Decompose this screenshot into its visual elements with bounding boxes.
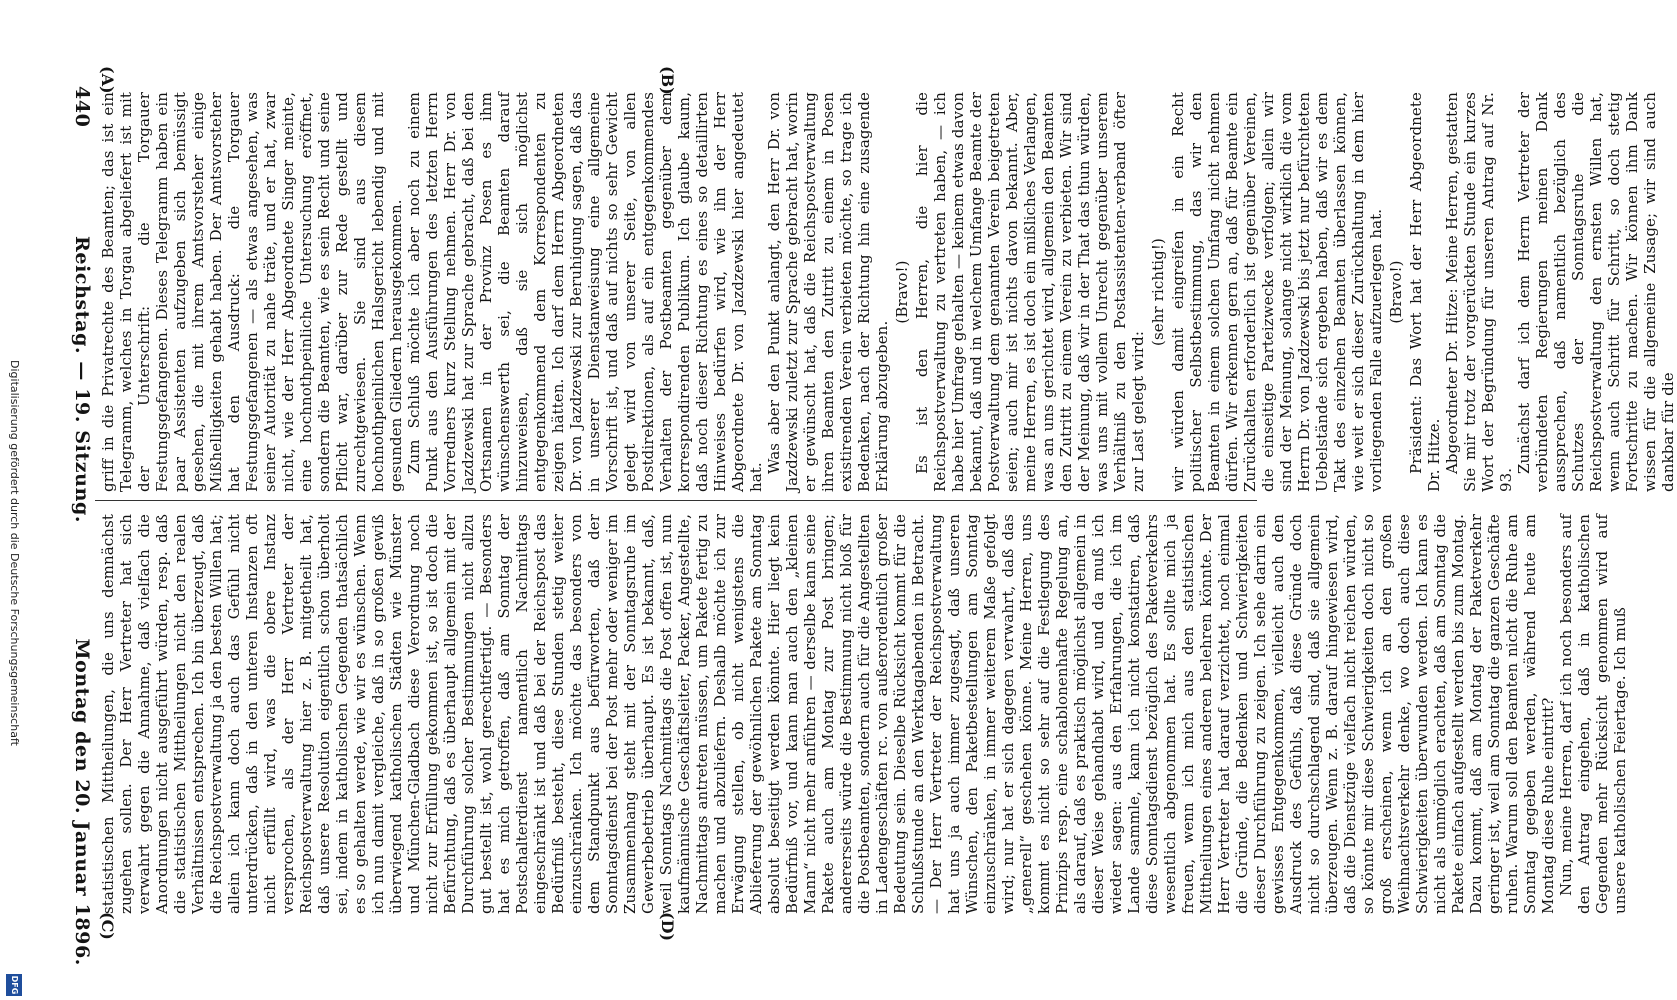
left-text-column [99, 92, 1677, 492]
paragraph: Was aber den Punkt anlangt, den Herr Dr. von Jazdzewski zuletzt zur Sprache gebracht hat, worin er gewünscht hat, daß die Reichspostverwaltung ihren Beamten den Zutritt zu einem in Posen existirenden Verein verbieten möchte, so trage ich Bedenken, nach der Richtung hin eine zusagende Erklärung abzugeben. [765, 92, 891, 492]
page-header [59, 86, 93, 966]
paragraph: Zunächst darf ich dem Herrn Vertreter der verbündeten Regierungen meinen Dank aussprechen, daß namentlich bezüglich des Schutzes der Sonntagsruhe die Reichspostverwaltung den ernsten Willen hat, wenn auch Schritt für Schritt, so doch stetig Fortschritte zu machen. Wir können ihm Dank wissen für die allgemeine Zusage; wir sind auch dankbar für die [1515, 92, 1677, 492]
paragraph: griff in die Privatrechte des Beamten; das ist ein Telegramm, welches in Torgau abgeliefert ist mit der Unterschrift: die Torgauer Festungsgefangenen. Dieses Telegramm haben ein paar Assistenten aufzugeben sich bemüssigt gesehen, die mit ihrem Amtsvorsteher einige Mißhelligkeiten gehabt haben. Der Amtsvorsteher hat den Ausdruck: die Torgauer Festungsgefangenen — als etwas angesehen, was seiner Autorität zu nahe träte, und er hat, zwar nicht, wie der Herr Abgeordnete Singer meinte, eine hochnothpeinliche Untersuchung eröffnet, sondern die Beamten, wie es sein Recht und seine Pflicht war, darüber zur Rede gestellt und zurechtgewiesen. Sie sind aus diesem hochnothpeinlichen Halsgericht lebendig und mit gesunden Gliedern herausgekommen. [99, 92, 405, 492]
session-date: Montag den 20. Januar 1896. [71, 638, 93, 966]
margin-mark-d: (D) [658, 912, 677, 942]
paragraph: wir würden damit eingreifen in ein Recht politischer Selbstbestimmung, das wir den Beamten in einem solchen Umfang nicht nehmen dürfen. Wir erkennen gern an, daß für Beamte ein Zurückhalten erforderlich ist gegenüber Vereinen, die einseitige Parteizwecke verfolgen; allein wir sind der Meinung, solange nicht wirklich die vom Herrn Dr. von Jazdzewski bis jetzt nur befürchteten Uebelstände sich ergeben haben, daß wir es dem Takt des einzelnen Beamten überlassen können, wie weit er sich dieser Zurückhaltung in dem hier vorliegenden Falle aufzuerlegen hat. [1169, 92, 1385, 492]
session-title: Reichstag. — 19. Sitzung. [71, 236, 93, 524]
paragraph: Nun, meine Herren, darf ich noch besonders auf den Antrag eingehen, daß in katholischen Gegenden mehr Rücksicht genommen wird auf unsere katholischen Feiertage. Ich muß [1557, 514, 1629, 914]
footer-band [0, 0, 26, 1000]
margin-mark-c: (C) [98, 912, 117, 940]
interjection: (Bravo!) [893, 260, 911, 324]
digitization-footer [1333, 0, 1355, 984]
margin-mark-b: (B) [658, 66, 677, 95]
speaker-line: Präsident: Das Wort hat der Herr Abgeordnete Dr. Hitze. [1407, 92, 1443, 492]
dfg-logo: DFG [6, 974, 22, 996]
interjection: (Bravo!) [1387, 260, 1405, 324]
footer-text: Digitalisierung gefördert durch die Deutsche Forschungsgemeinschaft [8, 360, 21, 746]
margin-mark-a: (A) [98, 66, 117, 94]
right-text-column [99, 514, 1629, 914]
paragraph: Es ist den Herren, die hier die Reichspostverwaltung zu vertreten haben, — ich habe hier Umfrage gehalten — keinem etwas davon bekannt, daß und in welchem Umfange Beamte der Postverwaltung dem genannten Verein beigetreten seien; auch mir ist nichts davon bekannt. Aber, meine Herren, es ist doch ein mißliches Verlangen, was an uns gerichtet wird, allgemein den Beamten den Zutritt zu einem Verein zu verbieten. Wir sind der Meinung, daß wir in der That das thun würden, was uns mit vollem Unrecht gegenüber unserem Verhältniß zu den Postassistenten-verband öfter zur Last gelegt wird: [913, 92, 1147, 492]
paragraph: statistischen Mittheilungen, die uns demnächst zugehen sollen. Der Herr Vertreter hat sich verwahrt gegen die Annahme, daß vielfach die Anordnungen nicht ausgeführt würden, resp. daß die statistischen Mittheilungen nicht den realen Verhältnissen entsprechen. Ich bin überzeugt, daß die Reichspostverwaltung ja den besten Willen hat; allein ich kann doch auch das Gefühl nicht unterdrücken, daß in den unteren Instanzen oft nicht erfüllt wird, was die obere Instanz versprochen, als der Herr Vertreter der Reichspostverwaltung hier z. B. mitgetheilt hat, daß unsere Resolution eigentlich schon überholt sei, indem in katholischen Gegenden thatsächlich es so gehalten werde, wie wir es wünschen. Wenn ich nun damit vergleiche, daß in so großen gewiß überwiegend katholischen Städten wie Münster und München-Gladbach diese Verordnung noch nicht zur Erfüllung gekommen ist, so ist doch die Befürchtung, daß es überhaupt allgemein mit der Durchführung solcher Bestimmungen nicht allzu gut bestellt ist, wohl gerechtfertigt. — Besonders hat es mich getroffen, daß am Sonntag der Postschalterdienst namentlich Nachmittags eingeschränkt ist und daß bei der Reichspost das Bedürfniß besteht, diese Stunden stetig weiter einzuschränken. Ich möchte das besonders von dem Standpunkt aus befürworten, daß der Sonntagsdienst bei der Post mehr oder weniger im Zusammenhang steht mit der Sonntagsruhe im Gewerbebetrieb überhaupt. Es ist bekannt, daß, weil Sonntags Nachmittags die Post offen ist, nun kaufmännische Geschäftsleiter, Packer, Angestellte, Nachmittags antreten müssen, um Pakete fertig zu machen und abzuliefern. Deshalb möchte ich zur Erwägung stellen, ob nicht wenigstens die Ablieferung der gewöhnlichen Pakete am Sonntag absolut beseitigt werden könnte. Hier liegt kein Bedürfniß vor, und kann man auch den „kleinen Mann“ nicht mehr anführen — derselbe kann seine Pakete auch am Montag zur Post bringen; andererseits würde die Bestimmung nicht bloß für die Postbeamten, sondern auch für die Angestellten in Ladengeschäften rc. von außerordentlich großer Bedeutung sein. Dieselbe Rücksicht kommt für die Schlußstunde an den Werktagabenden in Betracht. — Der Herr Vertreter der Reichspostverwaltung hat uns ja auch immer zugesagt, daß unseren Wünschen, den Paketbestellungen am Sonntag einzuschränken, in immer weiterem Maße gefolgt wird; nur hat er sich dagegen verwahrt, daß das „generell“ geschehen könne. Meine Herren, uns kommt es nicht so sehr auf die Festlegung des Prinzips resp. eine schablonenhafte Regelung an, als darauf, daß es praktisch möglichst allgemein in dieser Weise gehandhabt wird, und da muß ich wieder sagen: aus den Erfahrungen, die ich im Lande sammle, kann ich nicht konstatiren, daß diese Sonntagsdienst bezüglich des Paketverkehrs wesentlich abgenommen hat. Es sollte mich ja freuen, wenn ich mich aus den statistischen Mittheilungen eines anderen belehren könnte. Der Herr Vertreter hat darauf verzichtet, noch einmal die Gründe, die Bedenken und Schwierigkeiten dieser Durchführung zu zeigen. Ich sehe darin ein gewisses Entgegenkommen, vielleicht auch den Ausdruck des Gefühls, daß diese Gründe doch nicht so durchschlagend sind, daß sie allgemein überzeugen. Wenn z. B. darauf hingewiesen wird, daß die Dienstzüge vielfach nicht reichen würden, so könnte mir diese Schwierigkeiten doch nicht so groß erscheinen, wenn ich an den großen Weihnachtsverkehr denke, wo doch auch diese Schwierigkeiten überwunden werden. Ich kann es nicht als unmöglich erachten, daß am Sonntag die Pakete einfach aufgestellt werden bis zum Montag. Dazu kommt, daß am Montag der Paketverkehr geringer ist, weil am Sonntag die ganzen Geschäfte ruhen. Warum soll den Beamten nicht die Ruhe am Sonntag gegeben werden, während heute am Montag diese Ruhe eintritt? [99, 514, 1557, 914]
speaker-line: Abgeordneter Dr. Hitze: Meine Herren, gestatten Sie mir trotz der vorgerückten Stunde ein kurzes Wort der Begründung für unseren Antrag auf Nr. 93. [1443, 92, 1515, 492]
interjection: (sehr richtig!) [1149, 238, 1167, 346]
paragraph: Zum Schluß möchte ich aber noch zu einem Punkt aus den Ausführungen des letzten Herrn Vorredners kurz Stellung nehmen. Herr Dr. von Jazdzewski hat zur Sprache gebracht, daß bei den Ortsnamen in der Provinz Posen es ihm wünschenswerth sei, die Beamten darauf hinzuweisen, daß sie sich möglichst entgegenkommend dem Korrespondenten zu zeigen hätten. Ich darf dem Herrn Abgeordneten Dr. von Jazdzewski zur Beruhigung sagen, daß das in unserer Dienstanweisung eine allgemeine Vorschrift ist, und daß auf nichts so sehr Gewicht gelegt wird von unserer Seite, von allen Postdirektionen, als auf ein entgegenkommendes Verhalten der Postbeamten gegenüber dem korrespondirenden Publikum. Ich glaube kaum, daß noch dieser Richtung es eines so detaillirten Hinweises bedürfen wird, wie ihn der Herr Abgeordnete Dr. von Jazdzewski hier angedeutet hat. [405, 92, 765, 492]
column-divider [95, 500, 1257, 501]
page-number: 440 [71, 86, 93, 128]
